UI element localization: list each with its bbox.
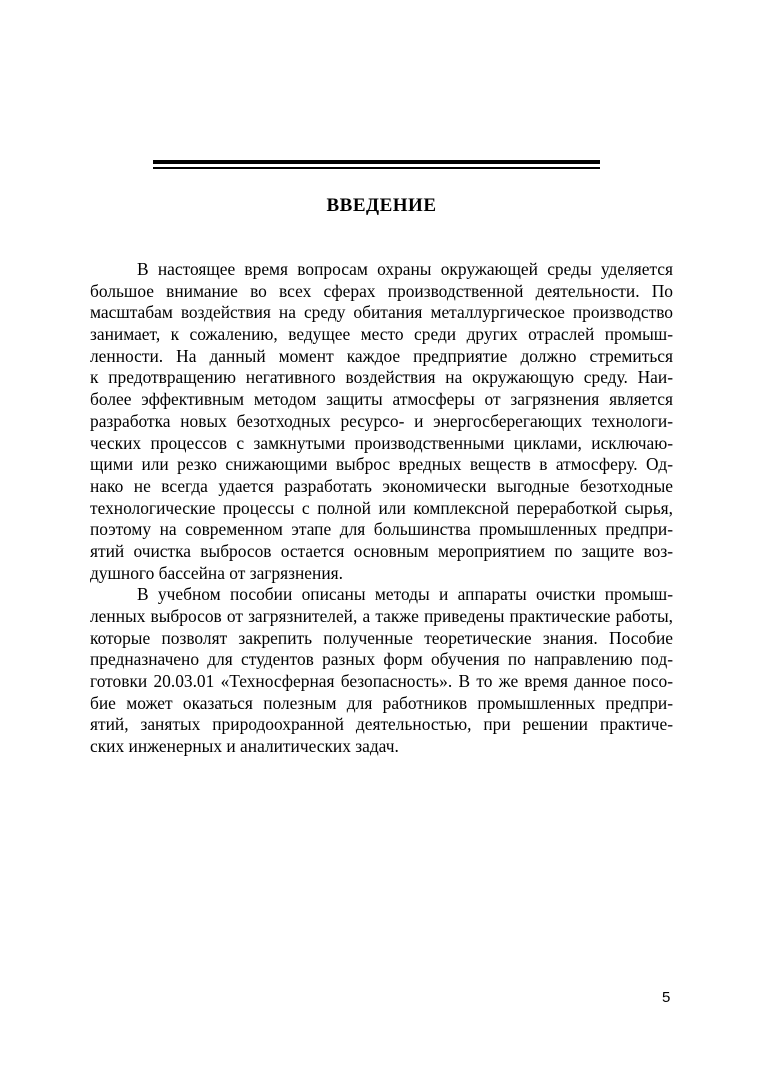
rule-thin-line: [153, 167, 600, 169]
page-title: ВВЕДЕНИЕ: [326, 195, 437, 216]
paragraph-2-line: которые позволят закрепить полученные теоретические знания. Пособие: [90, 627, 673, 648]
paragraph-1-line: разработка новых безотходных ресурсо- и энергосберегающих технологи-: [90, 410, 673, 431]
paragraph-1-line: душного бассейна от загрязнения.: [90, 562, 343, 583]
paragraph-1-line: нако не всегда удается разработать экономически выгодные безотходные: [90, 475, 673, 496]
paragraph-2-line: ских инженерных и аналитических задач.: [90, 736, 399, 757]
paragraph-1-line: ленности. На данный момент каждое предприятие должно стремиться: [90, 345, 673, 366]
paragraph-1-line: технологические процессы с полной или комплексной переработкой сырья,: [90, 497, 673, 518]
page-number: 5: [662, 989, 671, 1006]
paragraph-1-line: В настоящее время вопросам охраны окружающей среды уделяется: [137, 259, 673, 279]
paragraph-1-line: поэтому на современном этапе для большинства промышленных предпри-: [90, 519, 673, 540]
paragraph-1-line: щими или резко снижающими выброс вредных веществ в атмосферу. Од-: [90, 454, 673, 475]
paragraph-1-line: занимает, к сожалению, ведущее место среди других отраслей промыш-: [90, 324, 673, 345]
paragraph-1-line: ятий очистка выбросов остается основным мероприятием по защите воз-: [90, 540, 673, 561]
paragraph-1-line: к предотвращению негативного воздействия на окружающую среду. Наи-: [90, 367, 673, 388]
title-decorative-rule: [153, 160, 600, 169]
body-text: [90, 259, 673, 758]
paragraph-1-line: более эффективным методом защиты атмосферы от загрязнения является: [90, 389, 673, 410]
paragraph-1-line: ческих процессов с замкнутыми производственными циклами, исключаю-: [90, 432, 673, 453]
paragraph-2-line: ятий, занятых природоохранной деятельностью, при решении практиче-: [90, 714, 673, 735]
paragraph-2-line: бие может оказаться полезным для работников промышленных предпри-: [90, 692, 673, 713]
paragraph-2-line: предназначено для студентов разных форм обучения по направлению под-: [90, 649, 673, 670]
paragraph-2-line: готовки 20.03.01 «Техносферная безопасность». В то же время данное посо-: [90, 671, 673, 692]
paragraph-1-line: масштабам воздействия на среду обитания металлургическое производство: [90, 302, 673, 323]
paragraph-2-line: В учебном пособии описаны методы и аппараты очистки промыш-: [137, 584, 673, 605]
paragraph-2-line: ленных выбросов от загрязнителей, а также приведены практические работы,: [90, 606, 673, 626]
paragraph-1-line: большое внимание во всех сферах производственной деятельности. По: [90, 280, 673, 301]
